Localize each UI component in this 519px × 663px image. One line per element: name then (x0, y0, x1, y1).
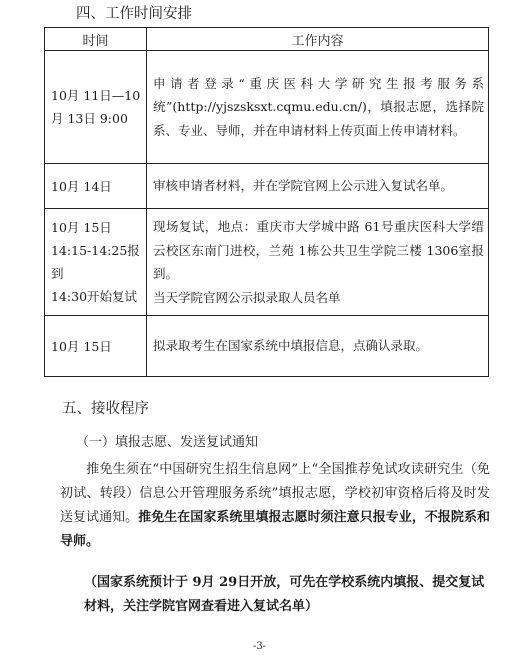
table-row (45, 209, 489, 316)
paragraph-text: 推免生须在“中国研究生招生信息网”上“全国推荐免试攻读研究生（免初试、转段）信息公开管理服务系统”填报志愿，学校初审资格后将及时发送复试通知。 (60, 462, 490, 525)
subsection-1-heading: （一）填报志愿、发送复试通知 (76, 435, 259, 450)
paragraph-bold-notice: 推免生在国家系统里填报志愿时须注意只报专业，不报院系和导师。 (60, 510, 490, 549)
paragraph-registration (60, 458, 490, 554)
paragraph-national-system-note: （国家系统预计于 9月 29日开放，可先在学校系统内填报、提交复试材料，关注学院官网查看进入复试名单） (84, 575, 485, 614)
row-content: 申请者登录“重庆医科大学研究生报考服务系统”(http://yjszsksxt.cqmu.edu.cn/)，填报志愿，选择院系、专业、导师，并在申请材料上传页面上传申请材料。 (147, 51, 489, 164)
time-line: 10月 15日 (51, 220, 112, 235)
row-time (45, 209, 147, 316)
header-time: 时间 (45, 28, 147, 51)
row-content (147, 209, 489, 316)
page-number: -3- (252, 641, 267, 652)
section-5-heading: 五、接收程序 (62, 401, 149, 417)
table-row (45, 164, 489, 209)
table-header-row (45, 28, 489, 51)
row-content: 拟录取考生在国家系统中填报信息，点确认录取。 (147, 316, 489, 377)
row-time: 10月 14日 (45, 164, 147, 209)
row-content-part: 现场复试，地点：重庆市大学城中路 61号重庆医科大学缙云校区东南门进校，兰苑 1栋公共卫生学院三楼 1306室报到。 (153, 219, 484, 281)
section-4-heading: 四、工作时间安排 (76, 6, 192, 22)
header-content: 工作内容 (147, 28, 489, 51)
row-content: 审核申请者材料，并在学院官网上公示进入复试名单。 (147, 164, 489, 209)
time-line: 14:15-14:25报到 (51, 243, 140, 281)
time-line: 14:30开始复试 (51, 289, 138, 304)
row-time: 10月 11日—10月 13日 9:00 (45, 51, 147, 164)
table-row (45, 51, 489, 164)
schedule-table (44, 27, 489, 377)
row-time: 10月 15日 (45, 316, 147, 377)
table-row (45, 316, 489, 377)
row-content-part: 当天学院官网公示拟录取人员名单 (153, 289, 341, 305)
